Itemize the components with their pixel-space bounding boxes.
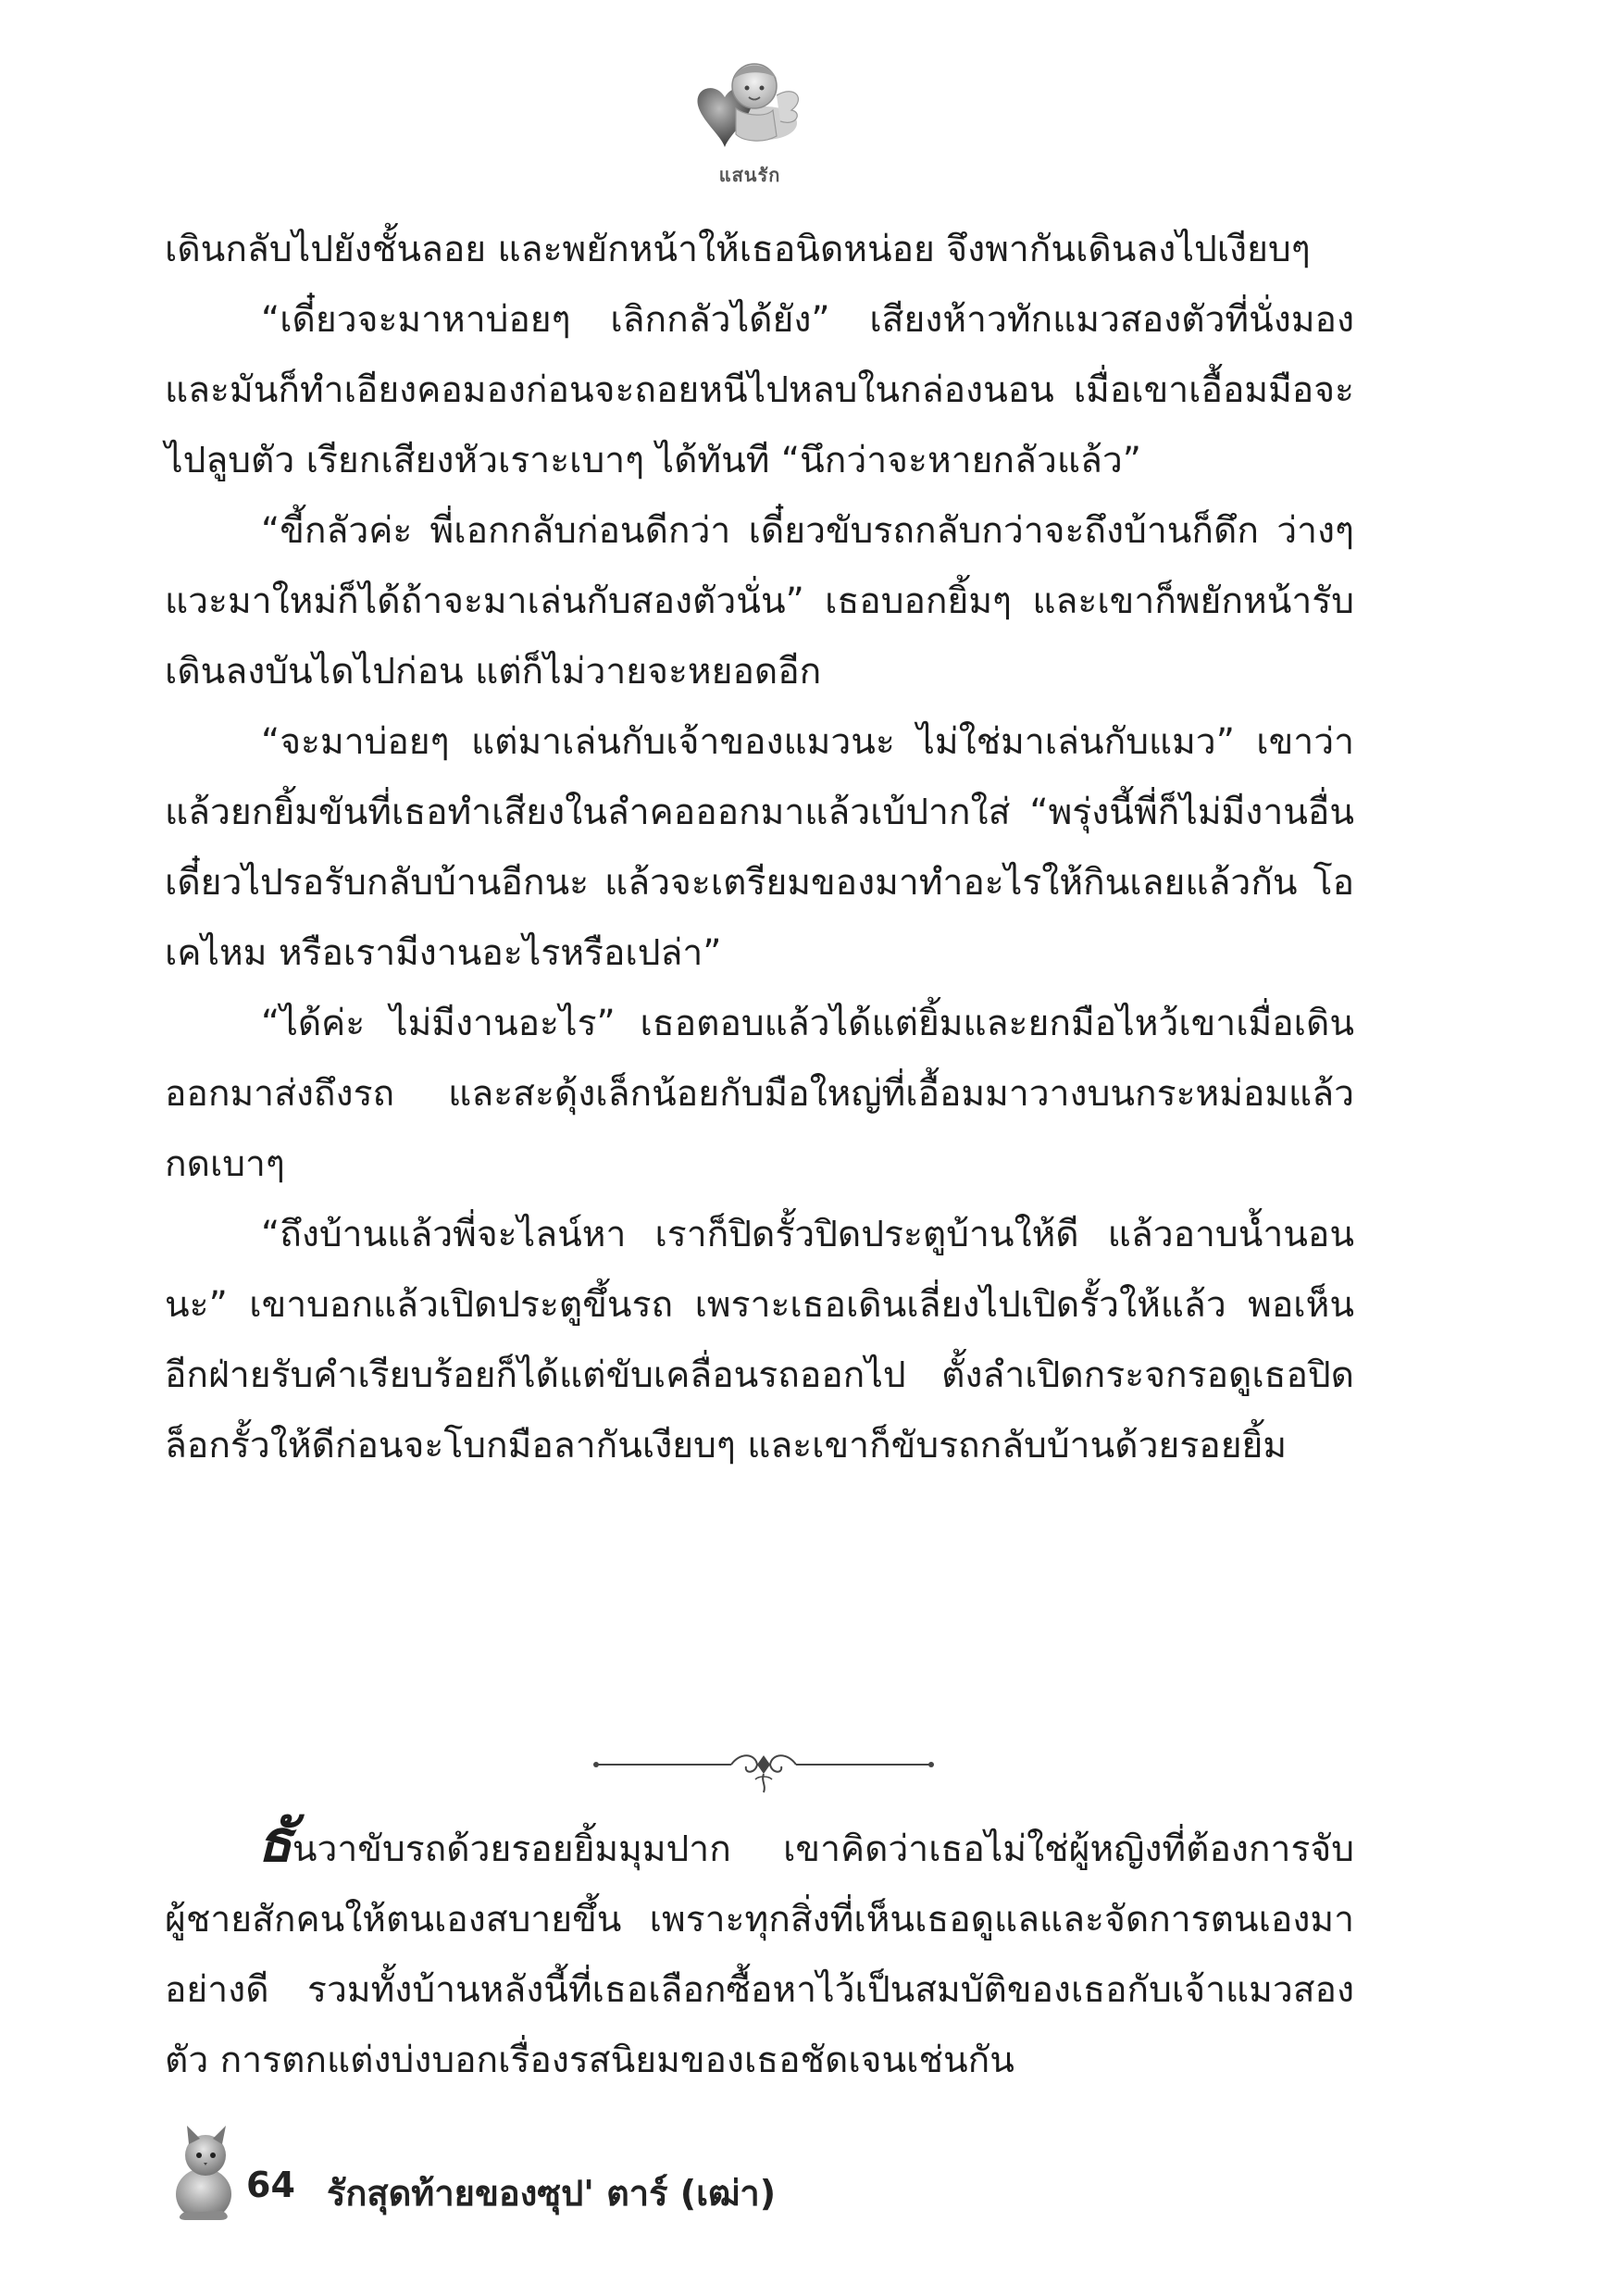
paragraph <box>165 1807 1354 2096</box>
paragraph: “เดี๋ยวจะมาหาบ่อยๆ เลิกกลัวได้ยัง” เสียงห้าวทักแมวสองตัวที่นั่งมอง และมันก็ทำเอียงคอมองก่อนจะถอยหนีไปหลบในกล่องนอน เมื่อเขาเอื้อมมือจะไปลูบตัว เรียกเสียงหัวเราะเบาๆ ได้ทันที “นึกว่าจะหายกลัวแล้ว” <box>165 299 1354 481</box>
paragraph: “จะมาบ่อยๆ แต่มาเล่นกับเจ้าของแมวนะ ไม่ใช่มาเล่นกับแมว” เขาว่าแล้วยกยิ้มขันที่เธอทำเสียงในลำคอออกมาแล้วเบ้ปากใส่ “พรุ่งนี้พี่ก็ไม่มีงานอื่น เดี๋ยวไปรอรับกลับบ้านอีกนะ แล้วจะเตรียมของมาทำอะไรให้กินเลยแล้วกัน โอเคไหม หรือเรามีงานอะไรหรือเปล่า” <box>165 721 1354 974</box>
paragraph-text: นวาขับรถด้วยรอยยิ้มมุมปาก เขาคิดว่าเธอไม่ใช่ผู้หญิงที่ต้องการจับผู้ชายสักคนให้ตนเองสบายขึ้น เพราะทุกสิ่งที่เห็นเธอดูแลและจัดการตนเองมาอย่างดี รวมทั้งบ้านหลังนี้ที่เธอเลือกซื้อหาไว้เป็นสมบัติของเธอกับเจ้าแมวสองตัว การตกแต่งบ่งบอกเรื่องรสนิยมของเธอชัดเจนเช่นกัน <box>165 1828 1354 2081</box>
story-text-section-2 <box>165 1807 1354 2096</box>
paragraph: “ขี้กลัวค่ะ พี่เอกกลับก่อนดีกว่า เดี๋ยวขับรถกลับกว่าจะถึงบ้านก็ดึก ว่างๆ แวะมาใหม่ก็ได้ถ้าจะมาเล่นกับสองตัวนั่น” เธอบอกยิ้มๆ และเขาก็พยักหน้ารับเดินลงบันไดไปก่อน แต่ก็ไม่วายจะหยอดอีก <box>165 510 1354 693</box>
book-title: รักสุดท้ายของซุป' ตาร์ (เฒ่า) <box>327 2173 777 2214</box>
page-footer <box>165 2120 998 2222</box>
logo-text: แสนรัก <box>718 164 781 186</box>
ornament-divider-icon <box>592 1742 935 1798</box>
paragraph: “ถึงบ้านแล้วพี่จะไลน์หา เราก็ปิดรั้วปิดประตูบ้านให้ดี แล้วอาบน้ำนอนนะ” เขาบอกแล้วเปิดประตูขึ้นรถ เพราะเธอเดินเลี่ยงไปเปิดรั้วให้แล้ว พอเห็นอีกฝ่ายรับคำเรียบร้อยก็ได้แต่ขับเคลื่อนรถออกไป ตั้งลำเปิดกระจกรอดูเธอปิดล็อกรั้วให้ดีก่อนจะโบกมือลากันเงียบๆ และเขาก็ขับรถกลับบ้านด้วยรอยยิ้ม <box>165 1214 1354 1466</box>
drop-cap: ธั <box>257 1807 292 1875</box>
kitten-illustration <box>165 2120 239 2222</box>
paragraph: เดินกลับไปยังชั้นลอย และพยักหน้าให้เธอนิดหน่อย จึงพากันเดินลงไปเงียบๆ <box>165 229 1311 270</box>
kitten-icon <box>165 2120 239 2222</box>
page-number: 64 <box>246 2165 295 2205</box>
story-text <box>165 215 1354 1481</box>
publisher-logo <box>680 51 819 186</box>
paragraph: “ได้ค่ะ ไม่มีงานอะไร” เธอตอบแล้วได้แต่ยิ้มและยกมือไหว้เขาเมื่อเดินออกมาส่งถึงรถ และสะดุ้งเล็กน้อยกับมือใหญ่ที่เอื้อมมาวางบนกระหม่อมแล้วกดเบาๆ <box>165 1003 1354 1185</box>
section-divider <box>592 1742 935 1798</box>
